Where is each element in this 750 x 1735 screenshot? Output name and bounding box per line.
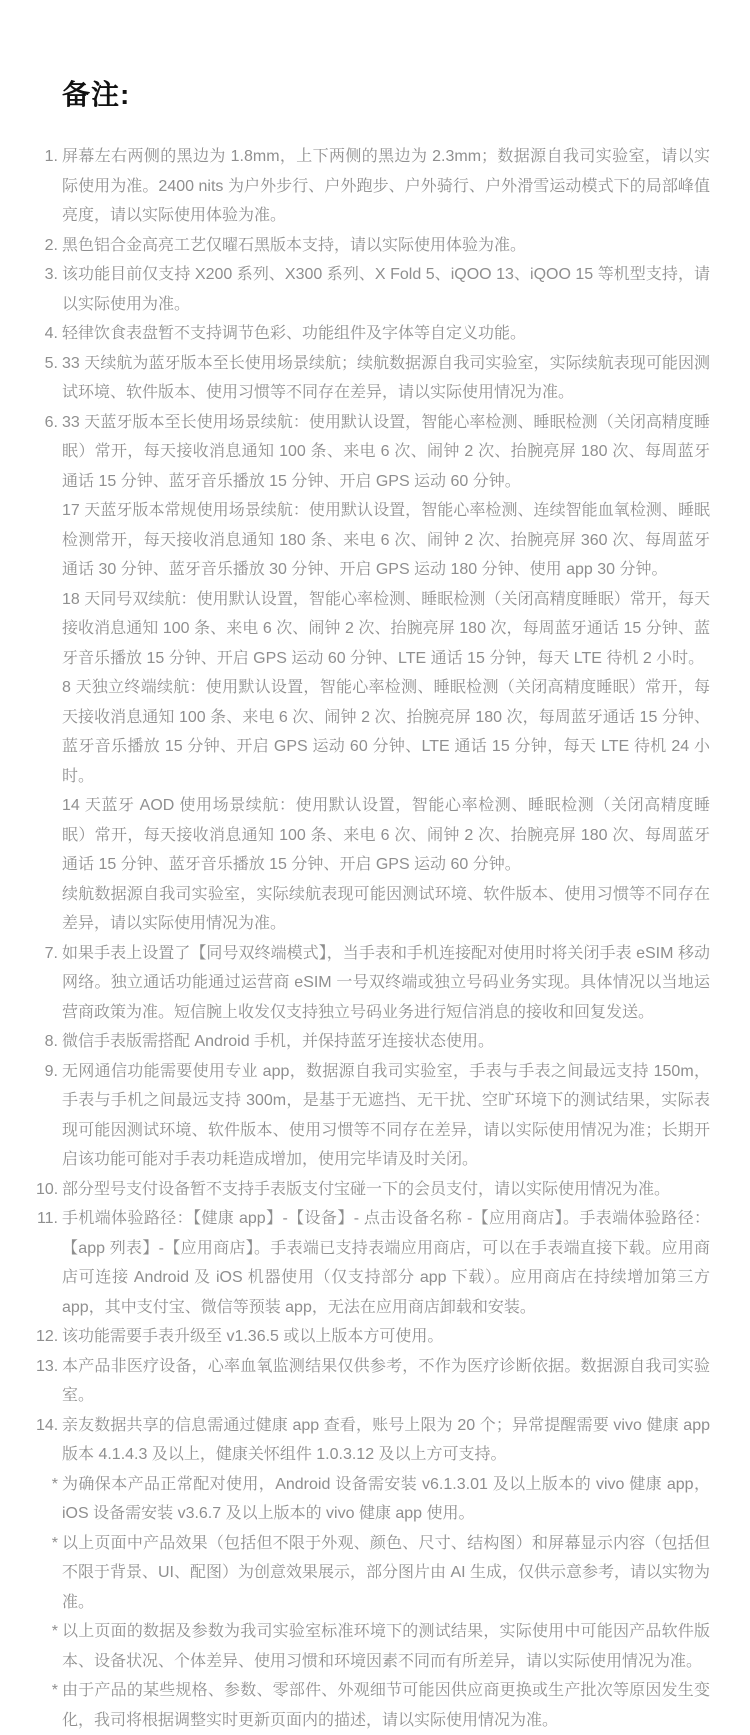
note-content bbox=[62, 1352, 710, 1411]
note-marker: 9. bbox=[44, 1062, 58, 1080]
note-paragraph: 8 天独立终端续航：使用默认设置，智能心率检测、睡眠检测（关闭高精度睡眠）常开，每天接收消息通知 100 条、来电 6 次、闹钟 2 次、抬腕亮屏 180 次，每周蓝牙通话 15 分钟、蓝牙音乐播放 15 分钟、开启 GPS 运动 60 分钟、LTE 通话 15 分钟，每天 LTE 待机 24 小时。 bbox=[62, 679, 710, 785]
page-title: 备注: bbox=[62, 79, 131, 110]
note-content bbox=[62, 1411, 710, 1470]
note-item bbox=[36, 1352, 710, 1411]
footnote-item bbox=[36, 1617, 710, 1676]
note-paragraph: 部分型号支付设备暂不支持手表版支付宝碰一下的会员支付，请以实际使用情况为准。 bbox=[62, 1180, 671, 1198]
note-content bbox=[62, 1470, 710, 1529]
note-marker: 4. bbox=[44, 325, 58, 342]
note-marker: 12. bbox=[36, 1328, 59, 1345]
note-content bbox=[62, 1175, 710, 1205]
note-paragraph: 续航数据源自我司实验室，实际续航表现可能因测试环境、软件版本、使用习惯等不同存在差异，请以实际使用情况为准。 bbox=[62, 885, 710, 932]
note-paragraph: 14 天蓝牙 AOD 使用场景续航：使用默认设置，智能心率检测、睡眠检测（关闭高精度睡眠）常开，每天接收消息通知 100 条、来电 6 次、闹钟 2 次、抬腕亮屏 180 次、每周蓝牙通话 15 分钟、蓝牙音乐播放 15 分钟、开启 GPS 运动 60 分钟。 bbox=[62, 797, 710, 873]
note-marker: 3. bbox=[44, 266, 58, 283]
note-content bbox=[62, 1027, 710, 1057]
note-paragraph: 微信手表版需搭配 Android 手机，并保持蓝牙连接状态使用。 bbox=[62, 1033, 495, 1050]
note-paragraph: 轻律饮食表盘暂不支持调节色彩、功能组件及字体等自定义功能。 bbox=[62, 325, 527, 342]
note-content bbox=[62, 349, 710, 408]
note-paragraph: 17 天蓝牙版本常规使用场景续航：使用默认设置，智能心率检测、连续智能血氧检测、睡眠检测常开，每天接收消息通知 180 条、来电 6 次、闹钟 2 次、抬腕亮屏 360 次、每周蓝牙通话 30 分钟、蓝牙音乐播放 30 分钟、开启 GPS 运动 180 分钟、使用 app 30 分钟。 bbox=[62, 502, 710, 578]
note-content bbox=[62, 1204, 710, 1322]
note-marker: 5. bbox=[44, 354, 58, 372]
note-paragraph: 本产品非医疗设备，心率血氧监测结果仅供参考，不作为医疗诊断依据。数据源自我司实验室。 bbox=[62, 1357, 710, 1404]
note-paragraph: 33 天蓝牙版本至长使用场景续航：使用默认设置，智能心率检测、睡眠检测（关闭高精度睡眠）常开，每天接收消息通知 100 条、来电 6 次、闹钟 2 次、抬腕亮屏 180 次、每周蓝牙通话 15 分钟、蓝牙音乐播放 15 分钟、开启 GPS 运动 60 分钟。 bbox=[62, 413, 710, 490]
note-paragraph: 以上页面的数据及参数为我司实验室标准环境下的测试结果，实际使用中可能因产品软件版本、设备状况、个体差异、使用习惯和环境因素不同而有所差异，请以实际使用情况为准。 bbox=[62, 1623, 710, 1670]
note-content bbox=[62, 1676, 710, 1735]
note-item bbox=[36, 408, 710, 939]
note-paragraph: 手机端体验路径：【健康 app】-【设备】- 点击设备名称 -【应用商店】。手表端体验路径：【app 列表】-【应用商店】。手表端已支持表端应用商店，可以在手表端直接下载。应用商店可连接 Android 及 iOS 机器使用（仅支持部分 app 下载）。应用商店在持续增加第三方 app，其中支付宝、微信等预装 app，无法在应用商店卸载和安装。 bbox=[62, 1210, 710, 1316]
note-content bbox=[62, 939, 710, 1028]
note-content bbox=[62, 1057, 710, 1175]
note-item bbox=[36, 1057, 710, 1175]
note-item bbox=[36, 1027, 710, 1057]
note-paragraph: 黑色铝合金高亮工艺仅曜石黑版本支持，请以实际使用体验为准。 bbox=[62, 236, 527, 254]
note-paragraph: 该功能需要手表升级至 v1.36.5 或以上版本方可使用。 bbox=[62, 1328, 444, 1345]
note-paragraph: 33 天续航为蓝牙版本至长使用场景续航；续航数据源自我司实验室，实际续航表现可能因测试环境、软件版本、使用习惯等不同存在差异，请以实际使用情况为准。 bbox=[62, 354, 710, 401]
note-item bbox=[36, 319, 710, 349]
note-paragraph: 18 天同号双续航：使用默认设置，智能心率检测、睡眠检测（关闭高精度睡眠）常开，每天接收消息通知 100 条、来电 6 次、闹钟 2 次、抬腕亮屏 180 次，每周蓝牙通话 15 分钟、蓝牙音乐播放 15 分钟、开启 GPS 运动 60 分钟、LTE 通话 15 分钟，每天 LTE 待机 2 小时。 bbox=[62, 590, 710, 667]
note-marker: * bbox=[51, 1682, 58, 1699]
note-paragraph: 亲友数据共享的信息需通过健康 app 查看，账号上限为 20 个；异常提醒需要 vivo 健康 app 版本 4.1.4.3 及以上，健康关怀组件 1.0.3.12 及以上方可支持。 bbox=[62, 1416, 710, 1463]
note-paragraph: 屏幕左右两侧的黑边为 1.8mm，上下两侧的黑边为 2.3mm；数据源自我司实验室，请以实际使用为准。2400 nits 为户外步行、户外跑步、户外骑行、户外滑雪运动模式下的局部峰值亮度，请以实际使用体验为准。 bbox=[62, 148, 710, 224]
note-marker: 10. bbox=[36, 1180, 59, 1198]
note-content bbox=[62, 260, 710, 319]
note-content bbox=[62, 408, 710, 939]
note-marker: * bbox=[51, 1623, 58, 1640]
note-marker: 1. bbox=[44, 148, 58, 165]
footnote-item bbox=[36, 1676, 710, 1735]
note-item bbox=[36, 1175, 710, 1205]
notes-list bbox=[36, 142, 710, 1735]
note-item bbox=[36, 1411, 710, 1470]
note-marker: * bbox=[51, 1475, 58, 1493]
note-item bbox=[36, 1204, 710, 1322]
note-paragraph: 由于产品的某些规格、参数、零部件、外观细节可能因供应商更换或生产批次等原因发生变化，我司将根据调整实时更新页面内的描述，请以实际使用情况为准。 bbox=[62, 1682, 710, 1729]
note-content bbox=[62, 1529, 710, 1618]
note-content bbox=[62, 1617, 710, 1676]
note-paragraph: 无网通信功能需要使用专业 app，数据源自我司实验室，手表与手表之间最远支持 150m，手表与手机之间最远支持 300m，是基于无遮挡、无干扰、空旷环境下的测试结果，实际表现可能因测试环境、软件版本、使用习惯等不同存在差异，请以实际使用情况为准；长期开启该功能可能对手表功耗造成增加，使用完毕请及时关闭。 bbox=[62, 1062, 710, 1168]
note-paragraph: 为确保本产品正常配对使用，Android 设备需安装 v6.1.3.01 及以上版本的 vivo 健康 app，iOS 设备需安装 v3.6.7 及以上版本的 vivo 健康 app 使用。 bbox=[62, 1475, 710, 1522]
note-marker: 7. bbox=[44, 944, 58, 962]
note-item bbox=[36, 939, 710, 1028]
note-content bbox=[62, 1322, 710, 1352]
note-item bbox=[36, 260, 710, 319]
note-content bbox=[62, 319, 710, 349]
note-item bbox=[36, 142, 710, 231]
note-marker: 8. bbox=[44, 1033, 58, 1050]
note-content bbox=[62, 142, 710, 231]
note-marker: 13. bbox=[36, 1357, 59, 1375]
note-paragraph: 以上页面中产品效果（包括但不限于外观、颜色、尺寸、结构图）和屏幕显示内容（包括但不限于背景、UI、配图）为创意效果展示，部分图片由 AI 生成，仅供示意参考，请以实物为准。 bbox=[62, 1534, 711, 1611]
note-paragraph: 该功能目前仅支持 X200 系列、X300 系列、X Fold 5、iQOO 13、iQOO 15 等机型支持，请以实际使用为准。 bbox=[62, 266, 710, 313]
note-marker: 2. bbox=[44, 236, 58, 254]
note-item bbox=[36, 1322, 710, 1352]
note-marker: * bbox=[51, 1534, 58, 1552]
note-marker: 14. bbox=[36, 1416, 59, 1434]
note-marker: 11. bbox=[36, 1210, 58, 1227]
footnote-item bbox=[36, 1529, 710, 1618]
note-item bbox=[36, 231, 710, 261]
note-item bbox=[36, 349, 710, 408]
note-content bbox=[62, 231, 710, 261]
note-marker: 6. bbox=[44, 413, 58, 431]
footnote-item bbox=[36, 1470, 710, 1529]
note-paragraph: 如果手表上设置了【同号双终端模式】，当手表和手机连接配对使用时将关闭手表 eSIM 移动网络。独立通话功能通过运营商 eSIM 一号双终端或独立号码业务实现。具体情况以当地运营商政策为准。短信腕上收发仅支持独立号码业务进行短信消息的接收和回复发送。 bbox=[62, 944, 710, 1021]
